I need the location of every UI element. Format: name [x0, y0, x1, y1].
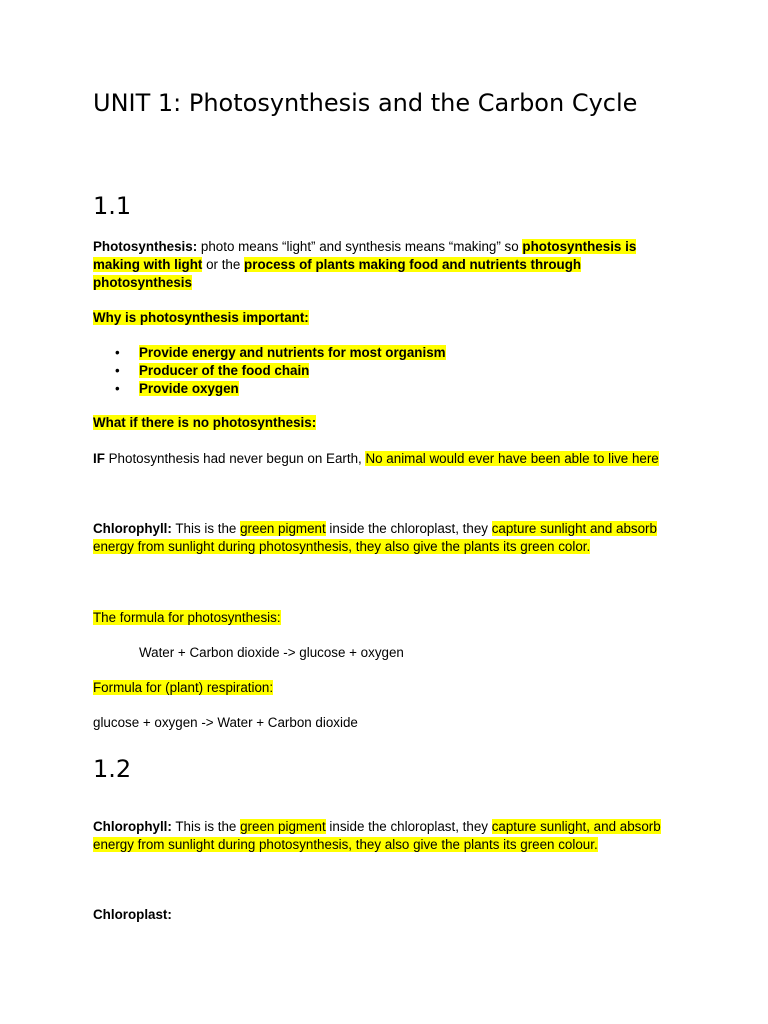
chlorophyll-paragraph-2: [93, 818, 683, 854]
highlight-capture-sunlight: capture sunlight and absorb energy from sunlight during photosynthesis, they also give the plants its green color.: [93, 521, 657, 554]
list-item: [93, 362, 446, 380]
respiration-label-text: Formula for (plant) respiration:: [93, 680, 274, 695]
page-title: UNIT 1: Photosynthesis and the Carbon Cycle: [93, 89, 638, 117]
why-important-heading: [93, 309, 683, 327]
list-item: [93, 380, 446, 398]
term-if: IF: [93, 451, 105, 466]
section-heading-1-2: 1.2: [93, 755, 132, 783]
respiration-label: [93, 679, 683, 697]
if-text: Photosynthesis had never begun on Earth,: [104, 451, 366, 466]
reason-text: Provide oxygen: [139, 381, 239, 396]
definition-text: or the: [202, 257, 245, 272]
what-if-heading: [93, 414, 683, 432]
highlight-green-pigment: green pigment: [240, 819, 326, 834]
definition-text: photo means “light” and synthesis means “making” so: [197, 239, 523, 254]
respiration-formula: glucose + oxygen -> Water + Carbon dioxide: [93, 715, 358, 730]
list-item: [93, 344, 446, 362]
chlorophyll-paragraph: [93, 520, 683, 556]
photosynthesis-formula: Water + Carbon dioxide -> glucose + oxygen: [139, 645, 404, 660]
term-chlorophyll: Chlorophyll:: [93, 819, 172, 834]
if-paragraph: [93, 450, 683, 468]
formula-label-text: The formula for photosynthesis:: [93, 610, 281, 625]
term-photosynthesis: Photosynthesis:: [93, 239, 198, 254]
what-if-text: What if there is no photosynthesis:: [93, 415, 317, 430]
highlight-making-with-light: photosynthesis is making with light: [93, 239, 637, 272]
chlorophyll-text: This is the: [171, 819, 241, 834]
chloroplast-heading: [93, 906, 683, 924]
why-important-text: Why is photosynthesis important:: [93, 310, 309, 325]
reasons-list: [93, 344, 446, 398]
highlight-capture-sunlight: capture sunlight, and absorb energy from sunlight during photosynthesis, they also give the plants its green colour.: [93, 819, 661, 852]
section-heading-1-1: 1.1: [93, 192, 132, 220]
chlorophyll-text: inside the chloroplast, they: [325, 819, 492, 834]
reason-text: Producer of the food chain: [139, 363, 310, 378]
chloroplast-label: Chloroplast:: [93, 907, 172, 922]
chlorophyll-text: inside the chloroplast, they: [325, 521, 492, 536]
formula-label: [93, 609, 683, 627]
photosynthesis-definition: [93, 238, 683, 292]
highlight-no-animal: No animal would ever have been able to live here: [365, 451, 659, 466]
highlight-green-pigment: green pigment: [240, 521, 326, 536]
chlorophyll-text: This is the: [171, 521, 241, 536]
term-chlorophyll: Chlorophyll:: [93, 521, 172, 536]
highlight-process-definition: process of plants making food and nutrients through photosynthesis: [93, 257, 582, 290]
reason-text: Provide energy and nutrients for most organism: [139, 345, 446, 360]
